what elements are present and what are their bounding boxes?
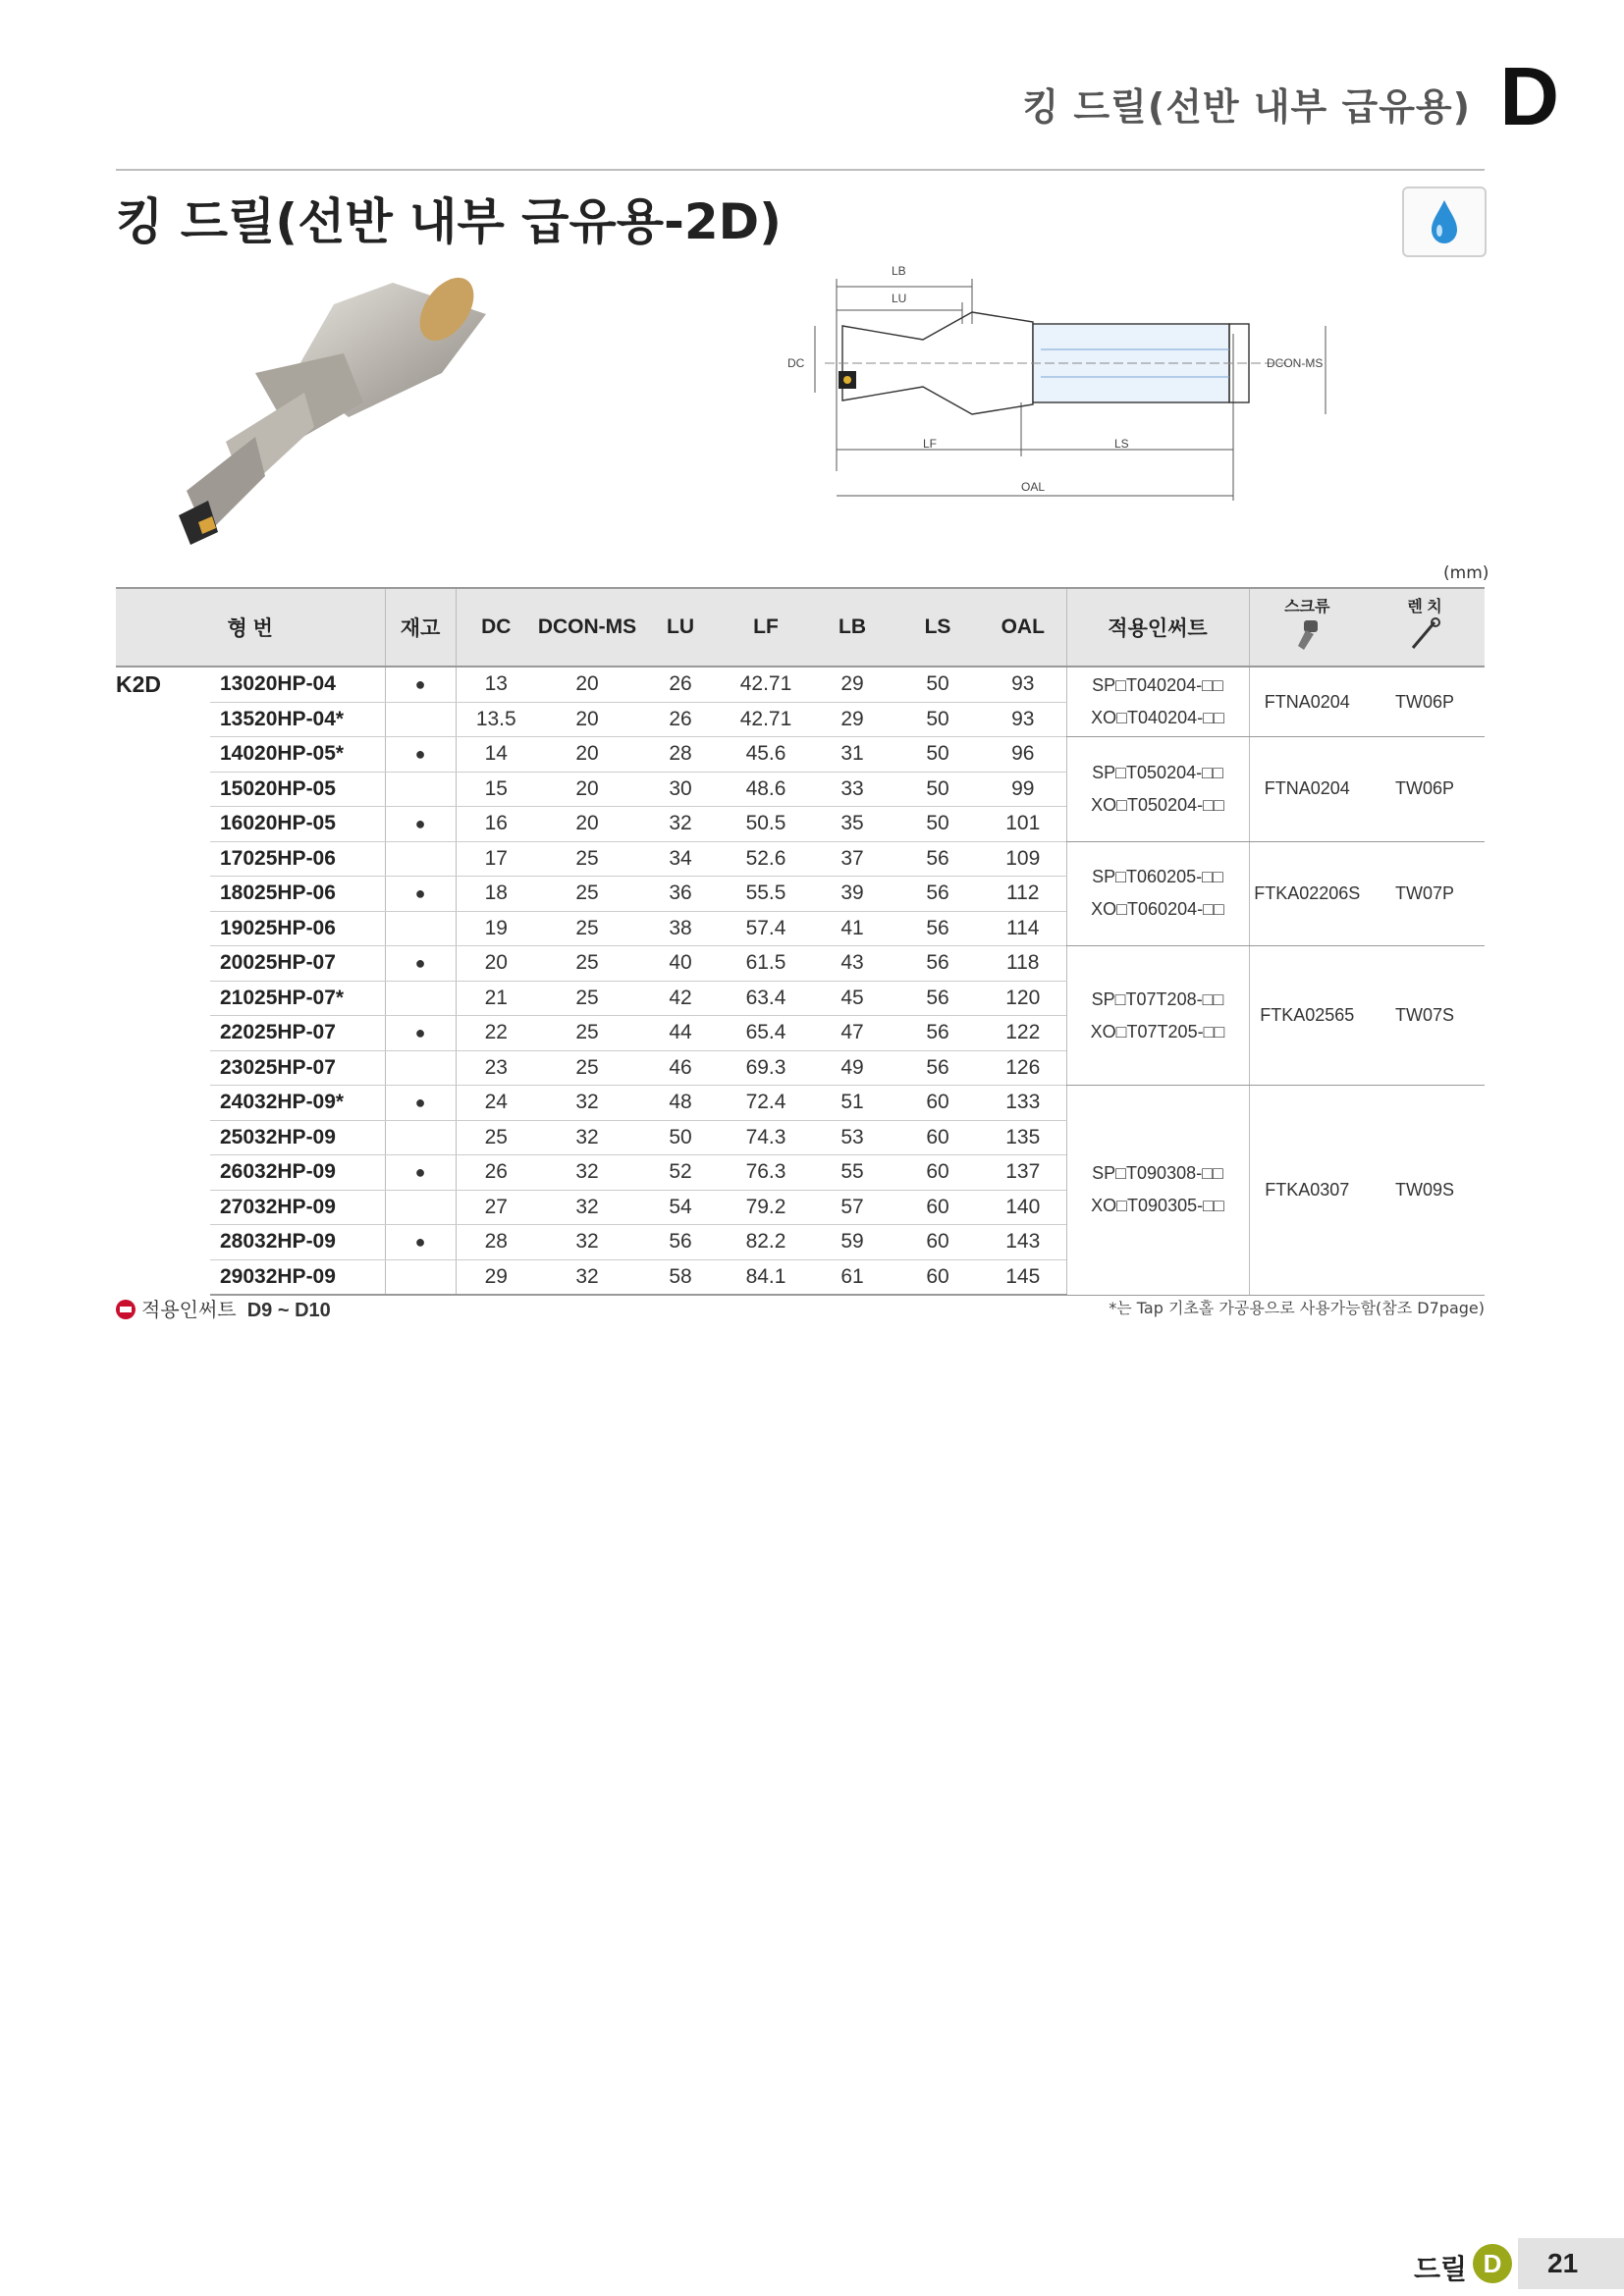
stock-cell: ● — [385, 877, 456, 912]
lu-cell: 58 — [638, 1259, 723, 1295]
lu-cell: 46 — [638, 1050, 723, 1086]
lb-cell: 35 — [809, 807, 895, 842]
coolant-icon — [1402, 187, 1487, 257]
section-title: 킹 드릴(선반 내부 급유용) — [1022, 85, 1471, 129]
dc-cell: 15 — [456, 772, 536, 807]
insert-code: SP□T040204-□□ — [1092, 675, 1223, 695]
lb-cell: 61 — [809, 1259, 895, 1295]
ls-cell: 56 — [895, 911, 980, 946]
ls-cell: 60 — [895, 1120, 980, 1155]
dimension-drawing — [776, 255, 1345, 506]
table-row — [116, 737, 1485, 773]
insert-ref-label: 적용인써트 — [141, 1300, 237, 1321]
unit-label: (mm) — [1443, 563, 1489, 583]
model-cell: 22025HP-07 — [210, 1016, 385, 1051]
label-lb: LB — [892, 264, 906, 278]
model-cell: 18025HP-06 — [210, 877, 385, 912]
insert-cell — [1066, 1086, 1249, 1296]
dcon-cell: 32 — [536, 1086, 638, 1121]
ls-cell: 56 — [895, 981, 980, 1016]
insert-code: SP□T07T208-□□ — [1091, 988, 1224, 1009]
lf-cell: 72.4 — [723, 1086, 809, 1121]
stock-cell — [385, 841, 456, 877]
lu-cell: 48 — [638, 1086, 723, 1121]
dcon-cell: 25 — [536, 946, 638, 982]
lf-cell: 42.71 — [723, 702, 809, 737]
lf-cell: 69.3 — [723, 1050, 809, 1086]
lf-cell: 48.6 — [723, 772, 809, 807]
label-oal: OAL — [1021, 480, 1046, 494]
lf-cell: 45.6 — [723, 737, 809, 773]
stock-cell: ● — [385, 807, 456, 842]
stock-cell: ● — [385, 1155, 456, 1191]
lf-cell: 76.3 — [723, 1155, 809, 1191]
insert-cell — [1066, 946, 1249, 1086]
insert-code: XO□T090305-□□ — [1091, 1196, 1224, 1216]
stock-cell — [385, 1259, 456, 1295]
ls-cell: 50 — [895, 772, 980, 807]
stock-cell: ● — [385, 1225, 456, 1260]
dcon-cell: 32 — [536, 1259, 638, 1295]
oal-cell: 137 — [980, 1155, 1066, 1191]
screw-cell: FTKA0307 — [1249, 1086, 1365, 1296]
lu-cell: 32 — [638, 807, 723, 842]
header-divider — [116, 169, 1485, 171]
dc-cell: 25 — [456, 1120, 536, 1155]
insert-cell — [1066, 841, 1249, 946]
lf-cell: 63.4 — [723, 981, 809, 1016]
section-letter: D — [1499, 50, 1559, 142]
oal-cell: 93 — [980, 667, 1066, 702]
oal-cell: 145 — [980, 1259, 1066, 1295]
model-cell: 26032HP-09 — [210, 1155, 385, 1191]
dc-cell: 27 — [456, 1190, 536, 1225]
dcon-cell: 20 — [536, 807, 638, 842]
model-cell: 20025HP-07 — [210, 946, 385, 982]
col-lb: LB — [809, 588, 895, 667]
lb-cell: 29 — [809, 667, 895, 702]
ls-cell: 56 — [895, 841, 980, 877]
lb-cell: 49 — [809, 1050, 895, 1086]
insert-code: SP□T060205-□□ — [1092, 867, 1223, 887]
lf-cell: 82.2 — [723, 1225, 809, 1260]
lu-cell: 50 — [638, 1120, 723, 1155]
ls-cell: 56 — [895, 877, 980, 912]
oal-cell: 133 — [980, 1086, 1066, 1121]
dc-cell: 22 — [456, 1016, 536, 1051]
label-lf: LF — [923, 437, 938, 451]
col-screw — [1249, 588, 1365, 667]
lb-cell: 41 — [809, 911, 895, 946]
page-section-badge: D — [1473, 2244, 1512, 2283]
lb-cell: 37 — [809, 841, 895, 877]
lu-cell: 44 — [638, 1016, 723, 1051]
lf-cell: 57.4 — [723, 911, 809, 946]
lf-cell: 52.6 — [723, 841, 809, 877]
col-lu: LU — [638, 588, 723, 667]
screw-cell: FTNA0204 — [1249, 667, 1365, 737]
oal-cell: 120 — [980, 981, 1066, 1016]
model-cell: 21025HP-07* — [210, 981, 385, 1016]
drill-photo — [147, 265, 501, 560]
oal-cell: 101 — [980, 807, 1066, 842]
oal-cell: 122 — [980, 1016, 1066, 1051]
dcon-cell: 20 — [536, 737, 638, 773]
dcon-cell: 25 — [536, 911, 638, 946]
lu-cell: 26 — [638, 667, 723, 702]
dcon-cell: 20 — [536, 772, 638, 807]
dc-cell: 28 — [456, 1225, 536, 1260]
lu-cell: 30 — [638, 772, 723, 807]
lf-cell: 61.5 — [723, 946, 809, 982]
dcon-cell: 32 — [536, 1225, 638, 1260]
dc-cell: 21 — [456, 981, 536, 1016]
model-cell: 17025HP-06 — [210, 841, 385, 877]
oal-cell: 135 — [980, 1120, 1066, 1155]
lu-cell: 52 — [638, 1155, 723, 1191]
col-stock: 재고 — [385, 588, 456, 667]
model-cell: 27032HP-09 — [210, 1190, 385, 1225]
ls-cell: 56 — [895, 1050, 980, 1086]
lb-cell: 29 — [809, 702, 895, 737]
stock-cell — [385, 702, 456, 737]
lf-cell: 42.71 — [723, 667, 809, 702]
oal-cell: 112 — [980, 877, 1066, 912]
lu-cell: 34 — [638, 841, 723, 877]
insert-code: SP□T090308-□□ — [1092, 1163, 1223, 1184]
screw-icon — [1290, 616, 1324, 652]
col-oal: OAL — [980, 588, 1066, 667]
stock-cell: ● — [385, 1016, 456, 1051]
col-wrench-label: 렌 치 — [1407, 598, 1442, 615]
label-ls: LS — [1114, 437, 1129, 451]
insert-reference — [116, 1294, 331, 1322]
dc-cell: 29 — [456, 1259, 536, 1295]
lf-cell: 55.5 — [723, 877, 809, 912]
dcon-cell: 25 — [536, 841, 638, 877]
lb-cell: 59 — [809, 1225, 895, 1260]
wrench-icon — [1405, 616, 1444, 652]
lb-cell: 33 — [809, 772, 895, 807]
lb-cell: 57 — [809, 1190, 895, 1225]
table-row — [116, 841, 1485, 877]
dc-cell: 18 — [456, 877, 536, 912]
oal-cell: 109 — [980, 841, 1066, 877]
stock-cell: ● — [385, 667, 456, 702]
model-cell: 24032HP-09* — [210, 1086, 385, 1121]
dcon-cell: 20 — [536, 667, 638, 702]
dcon-cell: 25 — [536, 1016, 638, 1051]
page-title: 킹 드릴(선반 내부 급유용-2D) — [116, 193, 782, 250]
dcon-cell: 25 — [536, 1050, 638, 1086]
lu-cell: 54 — [638, 1190, 723, 1225]
col-dc: DC — [456, 588, 536, 667]
stock-cell: ● — [385, 737, 456, 773]
dc-cell: 24 — [456, 1086, 536, 1121]
oal-cell: 99 — [980, 772, 1066, 807]
dcon-cell: 32 — [536, 1190, 638, 1225]
model-cell: 13020HP-04 — [210, 667, 385, 702]
dc-cell: 17 — [456, 841, 536, 877]
col-insert: 적용인써트 — [1066, 588, 1249, 667]
lb-cell: 51 — [809, 1086, 895, 1121]
model-cell: 29032HP-09 — [210, 1259, 385, 1295]
label-dcon: DCON-MS — [1267, 356, 1324, 370]
dc-cell: 16 — [456, 807, 536, 842]
dc-cell: 14 — [456, 737, 536, 773]
insert-code: XO□T060204-□□ — [1091, 899, 1224, 920]
series-label: K2D — [116, 671, 162, 697]
insert-ref-pages: D9 ~ D10 — [246, 1300, 331, 1321]
ls-cell: 56 — [895, 946, 980, 982]
wrench-cell: TW06P — [1365, 737, 1485, 842]
ls-cell: 60 — [895, 1190, 980, 1225]
model-cell: 28032HP-09 — [210, 1225, 385, 1260]
wrench-cell: TW09S — [1365, 1086, 1485, 1296]
model-cell: 23025HP-07 — [210, 1050, 385, 1086]
wrench-cell: TW07P — [1365, 841, 1485, 946]
insert-cell — [1066, 667, 1249, 737]
lb-cell: 53 — [809, 1120, 895, 1155]
lu-cell: 28 — [638, 737, 723, 773]
footnote: *는 Tap 기초홀 가공용으로 사용가능함(참조 D7page) — [1109, 1299, 1485, 1317]
model-cell: 13520HP-04* — [210, 702, 385, 737]
stock-cell — [385, 1120, 456, 1155]
spec-table — [116, 587, 1485, 1296]
stock-cell: ● — [385, 946, 456, 982]
lf-cell: 84.1 — [723, 1259, 809, 1295]
lb-cell: 43 — [809, 946, 895, 982]
screw-cell: FTKA02206S — [1249, 841, 1365, 946]
lu-cell: 56 — [638, 1225, 723, 1260]
page-section-label: 드릴 — [1414, 2253, 1468, 2285]
ls-cell: 60 — [895, 1225, 980, 1260]
dcon-cell: 25 — [536, 981, 638, 1016]
model-cell: 15020HP-05 — [210, 772, 385, 807]
page-number: 21 — [1518, 2238, 1624, 2289]
oal-cell: 126 — [980, 1050, 1066, 1086]
table-header-row — [116, 588, 1485, 667]
lf-cell: 74.3 — [723, 1120, 809, 1155]
oal-cell: 118 — [980, 946, 1066, 982]
col-wrench — [1365, 588, 1485, 667]
wrench-cell: TW06P — [1365, 667, 1485, 737]
table-row — [116, 667, 1485, 702]
reference-arrow-icon — [116, 1300, 135, 1319]
dc-cell: 20 — [456, 946, 536, 982]
ls-cell: 60 — [895, 1155, 980, 1191]
oal-cell: 93 — [980, 702, 1066, 737]
oal-cell: 143 — [980, 1225, 1066, 1260]
insert-code: XO□T040204-□□ — [1091, 708, 1224, 727]
ls-cell: 60 — [895, 1086, 980, 1121]
model-cell: 14020HP-05* — [210, 737, 385, 773]
model-cell: 16020HP-05 — [210, 807, 385, 842]
lu-cell: 42 — [638, 981, 723, 1016]
oal-cell: 114 — [980, 911, 1066, 946]
insert-code: XO□T07T205-□□ — [1090, 1021, 1225, 1041]
lu-cell: 38 — [638, 911, 723, 946]
dcon-cell: 32 — [536, 1155, 638, 1191]
ls-cell: 50 — [895, 702, 980, 737]
stock-cell — [385, 911, 456, 946]
lb-cell: 31 — [809, 737, 895, 773]
oal-cell: 140 — [980, 1190, 1066, 1225]
stock-cell — [385, 1190, 456, 1225]
lb-cell: 39 — [809, 877, 895, 912]
model-cell: 25032HP-09 — [210, 1120, 385, 1155]
ls-cell: 50 — [895, 667, 980, 702]
insert-code: SP□T050204-□□ — [1092, 762, 1223, 782]
col-model: 형 번 — [116, 588, 385, 667]
ls-cell: 50 — [895, 807, 980, 842]
wrench-cell: TW07S — [1365, 946, 1485, 1086]
lb-cell: 47 — [809, 1016, 895, 1051]
dc-cell: 26 — [456, 1155, 536, 1191]
dcon-cell: 20 — [536, 702, 638, 737]
screw-cell: FTKA02565 — [1249, 946, 1365, 1086]
lf-cell: 65.4 — [723, 1016, 809, 1051]
oal-cell: 96 — [980, 737, 1066, 773]
stock-cell — [385, 772, 456, 807]
stock-cell — [385, 981, 456, 1016]
label-dc: DC — [787, 356, 805, 370]
col-ls: LS — [895, 588, 980, 667]
stock-cell — [385, 1050, 456, 1086]
lf-cell: 79.2 — [723, 1190, 809, 1225]
lb-cell: 45 — [809, 981, 895, 1016]
col-lf: LF — [723, 588, 809, 667]
dc-cell: 23 — [456, 1050, 536, 1086]
lu-cell: 40 — [638, 946, 723, 982]
label-lu: LU — [892, 292, 907, 305]
model-cell: 19025HP-06 — [210, 911, 385, 946]
dc-cell: 13 — [456, 667, 536, 702]
table-row — [116, 946, 1485, 982]
dcon-cell: 25 — [536, 877, 638, 912]
dcon-cell: 32 — [536, 1120, 638, 1155]
lu-cell: 26 — [638, 702, 723, 737]
insert-cell — [1066, 737, 1249, 842]
stock-cell: ● — [385, 1086, 456, 1121]
lu-cell: 36 — [638, 877, 723, 912]
lb-cell: 55 — [809, 1155, 895, 1191]
dc-cell: 19 — [456, 911, 536, 946]
dc-cell: 13.5 — [456, 702, 536, 737]
screw-cell: FTNA0204 — [1249, 737, 1365, 842]
col-screw-label: 스크류 — [1284, 598, 1330, 615]
ls-cell: 56 — [895, 1016, 980, 1051]
ls-cell: 50 — [895, 737, 980, 773]
lf-cell: 50.5 — [723, 807, 809, 842]
col-dcon: DCON-MS — [536, 588, 638, 667]
ls-cell: 60 — [895, 1259, 980, 1295]
insert-code: XO□T050204-□□ — [1091, 794, 1224, 815]
table-row — [116, 1086, 1485, 1121]
